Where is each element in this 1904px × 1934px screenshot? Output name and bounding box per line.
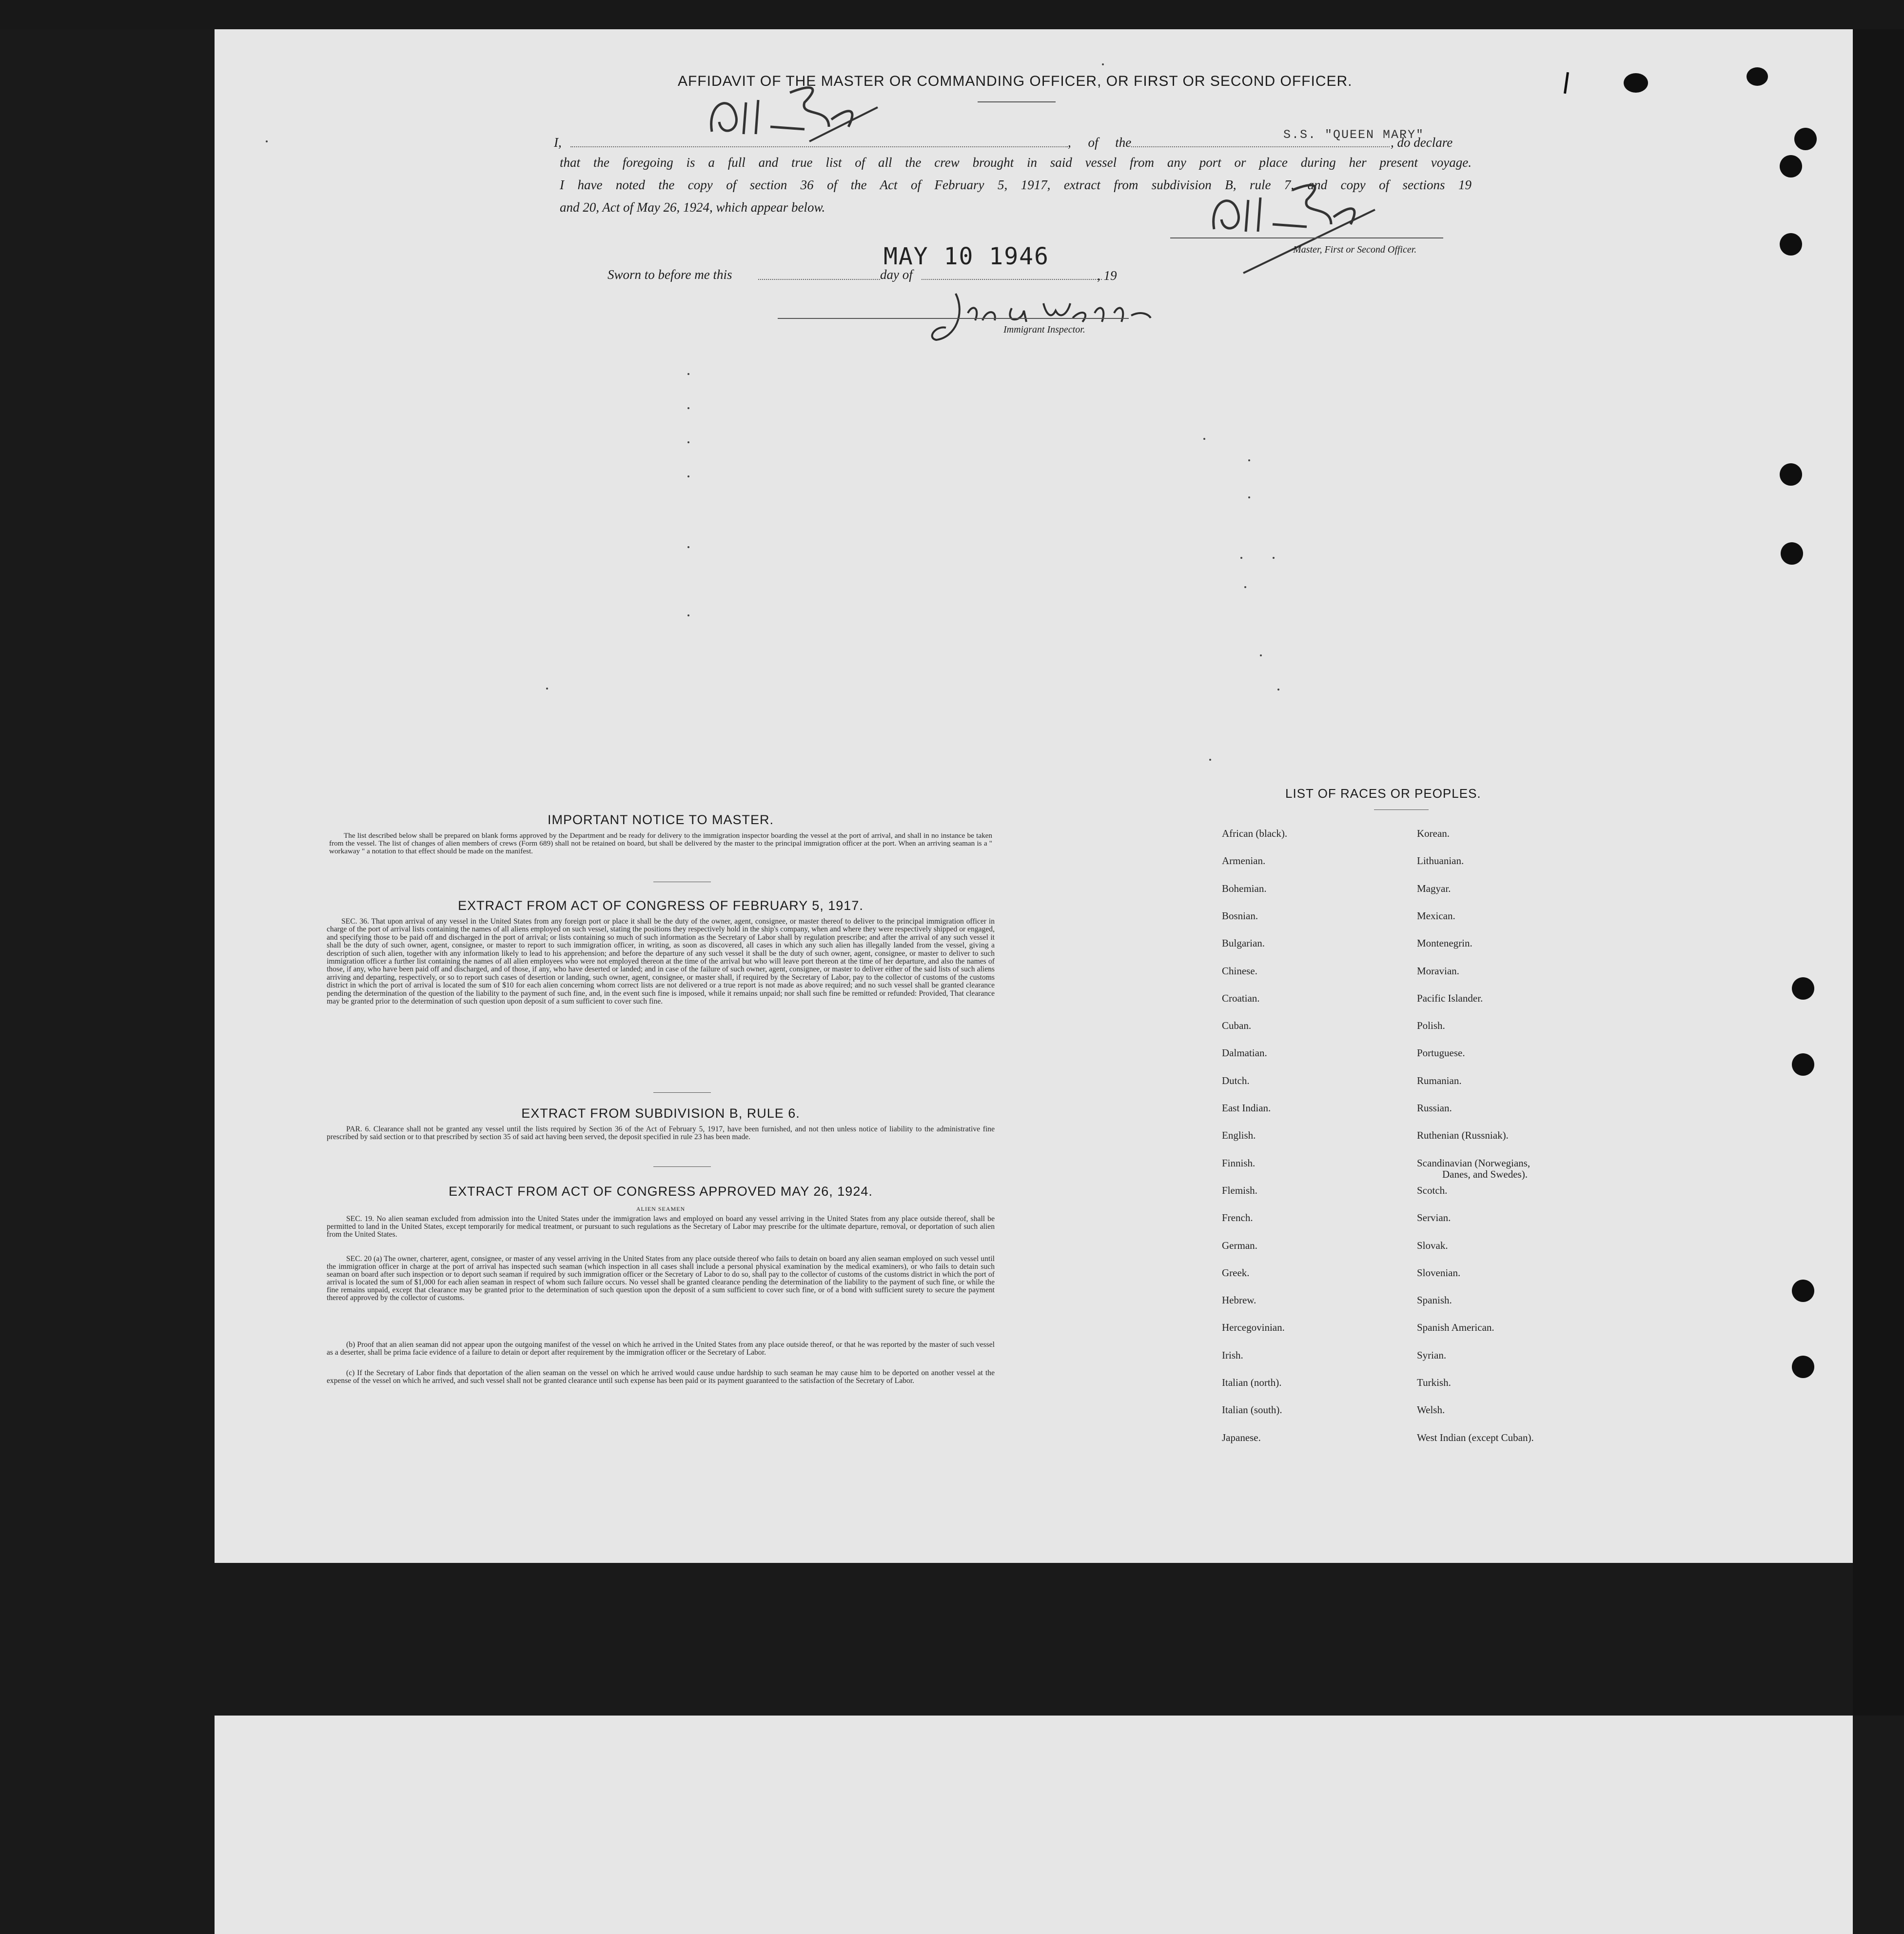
- sheet-bottom-edge: [215, 1563, 1853, 1716]
- race-item: Bulgarian.: [1222, 937, 1265, 949]
- race-item: Magyar.: [1417, 882, 1451, 894]
- race-item: East Indian.: [1222, 1102, 1271, 1114]
- binder-hole: [1780, 155, 1802, 178]
- race-item: Armenian.: [1222, 855, 1266, 867]
- scan-speck: [266, 140, 268, 142]
- name-blank: [570, 146, 1068, 147]
- inspector-signature-line: [778, 318, 1129, 319]
- race-item: Finnish.: [1222, 1157, 1256, 1169]
- sworn-day-blank: [758, 279, 880, 280]
- race-item: Scandinavian (Norwegians,: [1417, 1157, 1531, 1169]
- binder-hole: [1747, 67, 1768, 86]
- extract-1924-sec20a: SEC. 20 (a) The owner, charterer, agent, consignee, or master of any vessel arriving in the United States from any place outside thereof who fails to detain on board any alien seaman employed on such vessel until the immigration officer in charge at the port of arrival has inspected such seaman (which inspection in all cases shall include a personal physical examination by the medical examiners), or who fails to detain such seaman on board after such inspection or to deport such seaman if required by such immigration officer or the Secretary of Labor to do so, shall pay to the collector of customs of the customs district in which the port of arrival is located the sum of $1,000 for each alien seaman in respect of whom such failure occurs. No vessel shall be granted clearance pending the determination of the liability to the payment of such fine, or while the fine remains unpaid, except that clearance may be granted prior to the determination of such question upon the deposit of a sum sufficient to cover such fine, or of a bond with sufficient surety to secure the payment thereof approved by the collector of customs.: [327, 1255, 995, 1302]
- race-item: Polish.: [1417, 1020, 1445, 1032]
- race-item: Rumanian.: [1417, 1074, 1462, 1086]
- scan-speck: [687, 407, 689, 409]
- race-item: Hercegovinian.: [1222, 1322, 1285, 1334]
- binder-hole: [1624, 73, 1648, 93]
- race-item: Montenegrin.: [1417, 937, 1472, 949]
- binder-hole: [1792, 1356, 1814, 1378]
- notice-body: The list described below shall be prepared on blank forms approved by the Department and be ready for delivery to the immigration inspector boarding the vessel at the port of arrival, and shall in no instance be taken from the vessel. The list of changes of alien members of crews (Form 689) shall not be retained on board, but shall be delivered by the master to the principal immigration officer at the port. When an arriving seaman is a " workaway " a notation to that effect should be made on the manifest.: [329, 831, 992, 855]
- year-prefix: , 19: [1097, 268, 1117, 283]
- affidavit-line-3: I have noted the copy of section 36 of the Act of February 5, 1917, extract from subdivision B, rule 7, and copy of sections 19: [560, 178, 1472, 192]
- scan-speck: [1203, 438, 1205, 440]
- race-item: Bosnian.: [1222, 909, 1258, 922]
- race-item: Spanish.: [1417, 1294, 1452, 1306]
- affidavit-line-4: and 20, Act of May 26, 1924, which appear below.: [560, 200, 825, 215]
- race-item: Italian (south).: [1222, 1404, 1282, 1416]
- binder-hole: [1780, 233, 1802, 256]
- race-item: Ruthenian (Russniak).: [1417, 1129, 1509, 1142]
- race-item: African (black).: [1222, 828, 1288, 839]
- race-item: Mexican.: [1417, 909, 1455, 922]
- master-caption: Master, First or Second Officer.: [1293, 244, 1417, 255]
- race-item: Greek.: [1222, 1266, 1250, 1279]
- scan-speck: [1277, 689, 1279, 691]
- race-item: English.: [1222, 1129, 1256, 1142]
- sheet-top-edge: [0, 0, 1904, 29]
- subdivision-b-divider: [653, 1166, 711, 1167]
- subdivision-b-body: PAR. 6. Clearance shall not be granted any vessel until the lists required by Section 36 of the Act of February 5, 1917, have been furnished, and not then unless notice of liability to the administrative fine prescribed by said section or to that prescribed by section 35 of said act having been served, the deposit specified in rule 23 has been made.: [327, 1125, 995, 1141]
- races-title-rule: [1374, 809, 1429, 810]
- affidavit-i: I,: [554, 135, 562, 150]
- race-item: Lithuanian.: [1417, 855, 1464, 867]
- race-item: Syrian.: [1417, 1349, 1447, 1361]
- scan-speck: [1240, 557, 1242, 559]
- inspector-caption: Immigrant Inspector.: [1003, 324, 1085, 335]
- extract-1917-divider: [653, 1092, 711, 1093]
- scan-speck: [1102, 63, 1104, 65]
- scan-speck: [687, 614, 689, 616]
- master-signature-upper: [702, 73, 887, 146]
- notice-title: IMPORTANT NOTICE TO MASTER.: [547, 812, 774, 827]
- binder-hole: [1781, 542, 1803, 565]
- scan-speck: [687, 546, 689, 548]
- race-item: Welsh.: [1417, 1404, 1445, 1416]
- affidavit-of-the: , of the: [1068, 135, 1132, 150]
- extract-1917-body: SEC. 36. That upon arrival of any vessel in the United States from any foreign port or place it shall be the duty of the owner, agent, consignee, or master thereof to deliver to the principal immigration officer in charge of the port of arrival lists containing the names of all aliens employed on such vessel, stating the positions they respectively hold in the ship's company, when and where they were respectively shipped or engaged, and specifying those to be paid off and discharged in the port of arrival; or lists containing so much of such information as the Secretary of Labor shall by regulation prescribe; and after the arrival of any such vessel it shall be the duty of such owner, agent, consignee, or master to report to such immigration officer, in writing, as soon as discovered, all cases in which any such alien has illegally landed from the vessel, giving a description of such alien, together with any information likely to lead to his apprehension; and before the departure of any such vessel it shall be the duty of such owner, agent, consignee, or master to deliver to such immigration officer a further list containing the names of all alien employees who were not employed thereon at the time of the arrival but who will leave port thereon at the time of her departure, and also the names of those, if any, who have been paid off and discharged, and of those, if any, who have deserted or landed; and in case of the failure of such owner, agent, consignee, or master to deliver either of the said lists of such aliens arriving and departing, respectively, or so to report such cases of desertion or landing, such owner, agent, consignee, or master shall, if required by the Secretary of Labor, pay to the collector of customs of the customs district in which the port of arrival is located the sum of $10 for each alien concerning whom correct lists are not delivered or a true report is not made as above required; and no such vessel shall be granted clearance pending the determination of the question of the liability to the payment of such fine, and, in the event such fine is imposed, while it remains unpaid; nor shall such fine be remitted or refunded: Provided, That clearance may be granted prior to the determination of such question upon deposit of a sum sufficient to cover such fine.: [327, 917, 995, 1006]
- race-item: Slovak.: [1417, 1239, 1448, 1251]
- race-item: Scotch.: [1417, 1184, 1448, 1196]
- affidavit-title-rule: [978, 101, 1056, 102]
- race-item: Portuguese.: [1417, 1047, 1465, 1059]
- race-item: Turkish.: [1417, 1377, 1451, 1388]
- race-item: Moravian.: [1417, 965, 1459, 977]
- race-item: German.: [1222, 1239, 1257, 1251]
- binder-hole: [1794, 128, 1817, 150]
- extract-1924-sec20c: (c) If the Secretary of Labor finds that deportation of the alien seaman on the vessel on which he arrived would cause undue hardship to such seaman he may cause him to be deported on another vessel at the expense of the vessel on which he arrived, and such vessel shall not be granted clearance until such expense has been paid or its payment guaranteed to the satisfaction of the Secretary of Labor.: [327, 1369, 995, 1385]
- race-item: Korean.: [1417, 828, 1450, 839]
- extract-1917-title: EXTRACT FROM ACT OF CONGRESS OF FEBRUARY 5, 1917.: [458, 898, 864, 913]
- inspector-signature: [926, 284, 1156, 347]
- extract-1924-title: EXTRACT FROM ACT OF CONGRESS APPROVED MAY 26, 1924.: [449, 1184, 873, 1199]
- race-item: West Indian (except Cuban).: [1417, 1431, 1534, 1443]
- races-title: LIST OF RACES OR PEOPLES.: [1285, 786, 1481, 801]
- extract-1924-sec20b: (b) Proof that an alien seaman did not appear upon the outgoing manifest of the vessel on which he arrived in the United States from any place outside thereof, or that he was reported by the master of such vessel as a deserter, shall be prima facie evidence of a failure to detain or deport after requirement by the immigration officer or the Secretary of Labor.: [327, 1341, 995, 1357]
- binder-hole: [1792, 1053, 1814, 1076]
- scan-speck: [1248, 496, 1250, 498]
- race-item: Slovenian.: [1417, 1266, 1461, 1279]
- extract-1924-subtitle: ALIEN SEAMEN: [636, 1205, 686, 1212]
- race-item: Cuban.: [1222, 1020, 1252, 1032]
- sheet-right-edge: [1853, 0, 1904, 1716]
- scan-speck: [1260, 654, 1262, 656]
- race-item: Italian (north).: [1222, 1377, 1282, 1388]
- race-scandinavian-continued: Danes, and Swedes).: [1442, 1168, 1528, 1180]
- race-item: Dalmatian.: [1222, 1047, 1267, 1059]
- race-item: Chinese.: [1222, 965, 1257, 977]
- binder-hole: [1792, 1280, 1814, 1302]
- scan-speck: [687, 475, 689, 477]
- scan-speck: [1209, 759, 1211, 761]
- scan-speck: [546, 688, 548, 690]
- race-item: Irish.: [1222, 1349, 1243, 1361]
- race-item: Flemish.: [1222, 1184, 1257, 1196]
- receipt-date-stamp: MAY 10 1946: [883, 243, 1049, 270]
- scan-speck: [687, 373, 689, 375]
- scan-speck: [687, 441, 689, 443]
- ship-blank: [1131, 146, 1390, 147]
- scan-speck: [1273, 557, 1275, 559]
- scan-speck: [1244, 586, 1246, 588]
- master-signature-line: [1170, 237, 1443, 238]
- sworn-label: Sworn to before me this: [608, 267, 732, 282]
- day-of-label: day of: [880, 267, 913, 282]
- race-item: Russian.: [1417, 1102, 1452, 1114]
- race-item: Japanese.: [1222, 1431, 1261, 1443]
- affidavit-title: AFFIDAVIT OF THE MASTER OR COMMANDING OFFICER, OR FIRST OR SECOND OFFICER.: [678, 73, 1353, 89]
- affidavit-declare: , do declare: [1391, 135, 1453, 150]
- race-item: Dutch.: [1222, 1074, 1250, 1086]
- subdivision-b-title: EXTRACT FROM SUBDIVISION B, RULE 6.: [521, 1106, 800, 1121]
- race-item: Bohemian.: [1222, 882, 1267, 894]
- race-item: Pacific Islander.: [1417, 992, 1483, 1004]
- race-item: Servian.: [1417, 1212, 1451, 1224]
- race-item: Hebrew.: [1222, 1294, 1256, 1306]
- binder-hole: [1792, 977, 1814, 1000]
- extract-1924-sec19: SEC. 19. No alien seaman excluded from admission into the United States under the immigration laws and employed on board any vessel arriving in the United States from any place outside thereof, shall be permitted to land in the United States, except temporarily for medical treatment, or pursuant to such regulations as the Secretary of Labor may prescribe for the ultimate departure, removal, or deportation of such alien from the United States.: [327, 1215, 995, 1239]
- master-signature-lower: [1204, 176, 1390, 278]
- scan-speck: [1248, 459, 1250, 461]
- sworn-month-blank: [922, 279, 1102, 280]
- race-item: Spanish American.: [1417, 1322, 1494, 1334]
- binder-hole: [1780, 463, 1802, 486]
- race-item: French.: [1222, 1212, 1253, 1224]
- affidavit-line-2: that the foregoing is a full and true list of all the crew brought in said vessel from any port or place during her present voyage.: [560, 155, 1472, 170]
- ship-name: S.S. "QUEEN MARY": [1283, 128, 1425, 142]
- race-item: Croatian.: [1222, 992, 1260, 1004]
